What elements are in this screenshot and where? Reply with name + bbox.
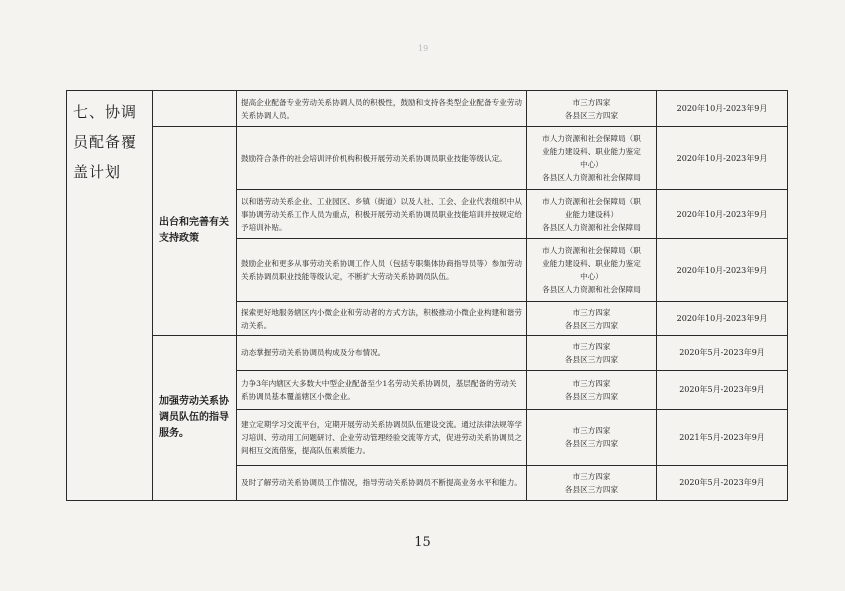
task-cell: 建立定期学习交流平台，定期开展劳动关系协调员队伍建设交流。通过法律法规等学习培训、劳动用工问题研讨、企业劳动管理经验交流等方式，促进劳动关系协调员之间相互交流借鉴，提高队伍素质能力。 (237, 410, 527, 465)
responsible-line: 各县区三方四家 (564, 354, 619, 364)
responsible-line: 市三方四家 (572, 426, 611, 436)
responsible-line: 市人力资源和社会保障局（职 (542, 246, 641, 256)
responsible-line: 市三方四家 (572, 97, 611, 107)
table-row (67, 336, 788, 370)
responsible-cell (527, 91, 657, 127)
timeframe-cell: 2020年10月-2023年9月 (657, 190, 788, 239)
responsible-line: 中心） (580, 160, 603, 170)
responsible-line: 市人力资源和社会保障局（职 (542, 134, 641, 144)
responsible-line: 各县区人力资源和社会保障局 (542, 285, 641, 295)
task-cell: 鼓励符合条件的社会培训评价机构积极开展劳动关系协调员职业技能等级认定。 (237, 127, 527, 190)
task-cell: 动态掌握劳动关系协调员构成及分布情况。 (237, 336, 527, 370)
responsible-cell (527, 127, 657, 190)
timeframe-cell: 2020年10月-2023年9月 (657, 239, 788, 302)
task-cell: 力争3年内辖区大多数大中型企业配备至少1名劳动关系协调员，基层配备的劳动关系协调员基本覆盖辖区小微企业。 (237, 370, 527, 410)
category-cell (153, 91, 237, 127)
table-row (67, 91, 788, 127)
responsible-line: 各县区人力资源和社会保障局 (542, 222, 641, 232)
responsible-line: 中心） (580, 272, 603, 282)
responsible-line: 市三方四家 (572, 378, 611, 388)
timeframe-cell: 2020年10月-2023年9月 (657, 302, 788, 336)
timeframe-cell: 2020年5月-2023年9月 (657, 336, 788, 370)
timeframe-cell: 2020年10月-2023年9月 (657, 127, 788, 190)
task-cell: 鼓励企业和更多从事劳动关系协调工作人员（包括专职集体协商指导员等）参加劳动关系协调员职业技能等级认定，不断扩大劳动关系协调员队伍。 (237, 239, 527, 302)
task-cell: 及时了解劳动关系协调员工作情况，指导劳动关系协调员不断提高业务水平和能力。 (237, 465, 527, 500)
responsible-line: 业能力建设科、职业能力鉴定 (542, 259, 641, 269)
responsible-line: 市人力资源和社会保障局（职 (542, 196, 641, 206)
responsible-line: 各县区三方四家 (564, 320, 619, 330)
timeframe-cell: 2020年10月-2023年9月 (657, 91, 788, 127)
responsible-line: 市三方四家 (572, 471, 611, 481)
responsible-line: 各县区三方四家 (564, 439, 619, 449)
responsible-cell (527, 302, 657, 336)
responsible-line: 业能力建设科、职业能力鉴定 (542, 147, 641, 157)
header-page-marker: 19 (418, 44, 429, 53)
table-row (67, 127, 788, 190)
responsible-line: 市三方四家 (572, 307, 611, 317)
responsible-cell (527, 190, 657, 239)
responsible-line: 市三方四家 (572, 341, 611, 351)
responsible-line: 各县区人力资源和社会保障局 (542, 173, 641, 183)
plan-table-body (67, 91, 788, 501)
responsible-cell (527, 239, 657, 302)
responsible-line: 各县区三方四家 (564, 391, 619, 401)
task-cell: 探索更好地服务辖区内小微企业和劳动者的方式方法，积极推动小微企业构建和谐劳动关系。 (237, 302, 527, 336)
timeframe-cell: 2020年5月-2023年9月 (657, 465, 788, 500)
responsible-cell (527, 336, 657, 370)
responsible-cell (527, 370, 657, 410)
responsible-line: 各县区三方四家 (564, 484, 619, 494)
plan-table (66, 90, 788, 501)
task-cell: 以和谐劳动关系企业、工业园区、乡镇（街道）以及人社、工会、企业代表组织中从事协调劳动关系工作人员为重点，积极开展劳动关系协调员职业技能培训并按规定给予培训补贴。 (237, 190, 527, 239)
responsible-line: 业能力建设科） (564, 209, 619, 219)
responsible-cell (527, 465, 657, 500)
responsible-cell (527, 410, 657, 465)
timeframe-cell: 2021年5月-2023年9月 (657, 410, 788, 465)
task-cell: 提高企业配备专业劳动关系协调人员的积极性，鼓励和支持各类型企业配备专业劳动关系协调人员。 (237, 91, 527, 127)
timeframe-cell: 2020年5月-2023年9月 (657, 370, 788, 410)
category-cell: 出台和完善有关支持政策 (153, 127, 237, 336)
section-title: 七、协调员配备覆盖计划 (67, 91, 153, 501)
category-cell: 加强劳动关系协调员队伍的指导服务。 (153, 336, 237, 501)
responsible-line: 各县区三方四家 (564, 110, 619, 120)
page-number: 15 (414, 535, 431, 550)
